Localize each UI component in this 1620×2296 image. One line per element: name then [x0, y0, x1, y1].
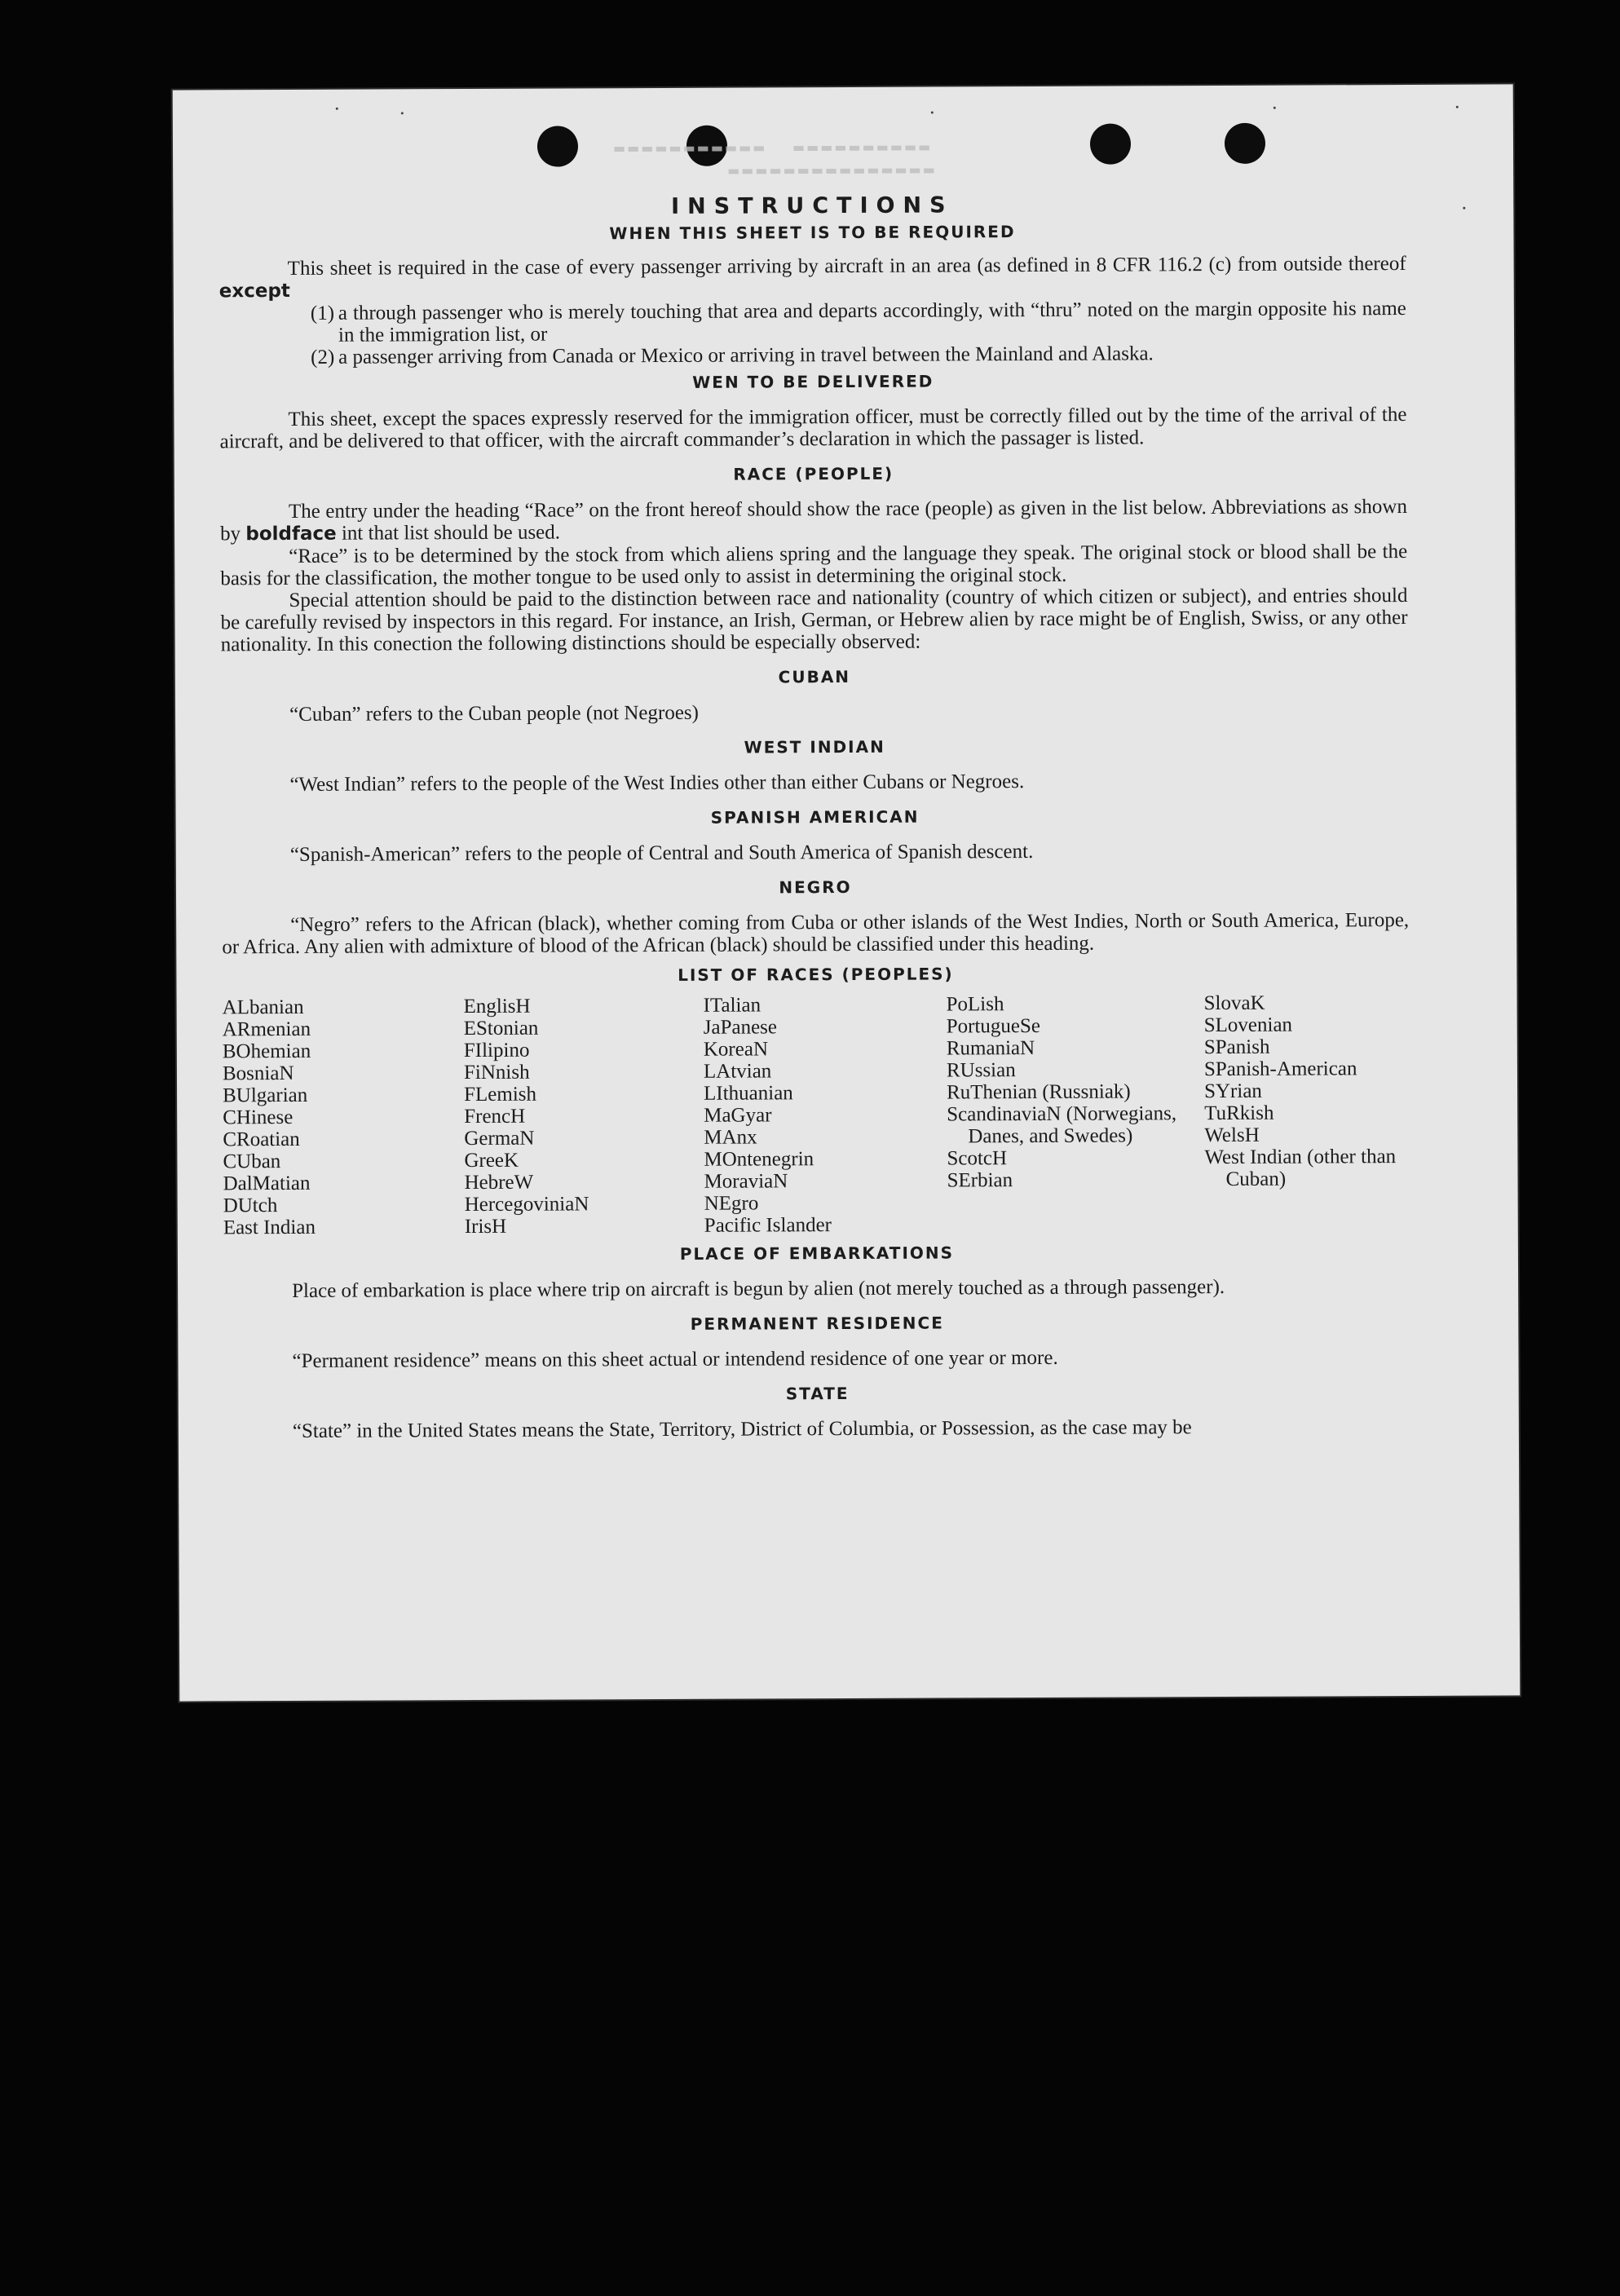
race-item: RUssian: [946, 1059, 1016, 1082]
section-heading-spanish-american: SPANISH AMERICAN: [710, 806, 920, 828]
speck: [336, 108, 338, 110]
speck: [401, 112, 404, 114]
punch-hole: [1225, 123, 1265, 164]
bleed-through-text: ▬▬▬▬▬▬▬▬▬▬: [792, 139, 933, 156]
required-item-2: (2) a passenger arriving from Canada or Mexico or arriving in travel between the Mainland and Alaska.: [311, 342, 1154, 369]
race-item: MOntenegrin: [704, 1148, 814, 1171]
race-item: IrisH: [464, 1215, 507, 1239]
race-item: BosniaN: [222, 1062, 294, 1085]
document-title: INSTRUCTIONS: [671, 192, 954, 219]
race-item: WelsH: [1204, 1124, 1260, 1147]
negro-text: “Negro” refers to the African (black), whether coming from Cuba or other islands of the West Indies, North or South America, Europe, or Africa. Any alien with admixture of blood of the African (black) should be classified under this heading.: [222, 908, 1410, 959]
race-item: ITalian: [703, 994, 761, 1017]
race-item: MAnx: [704, 1126, 757, 1149]
race-item: GermaN: [464, 1127, 535, 1150]
race-item: DalMatian: [223, 1172, 311, 1195]
race-item: SPanish-American: [1203, 1057, 1357, 1081]
delivered-text: This sheet, except the spaces expressly reserved for the immigration officer, must be correctly filled out by the time of the arrival of the aircraft, and be delivered to that officer, with the aircraft commander’s declaration in which the passager is listed.: [219, 403, 1407, 453]
races-column: [947, 992, 1205, 1235]
race-item: CRoatian: [223, 1128, 300, 1151]
race-item: BUlgarian: [223, 1084, 308, 1107]
race-item: RuThenian (Russniak): [947, 1080, 1131, 1104]
race-paragraph-2: “Race” is to be determined by the stock from which aliens spring and the language they speak. The original stock or blood shall be the basis for the classification, the mother tongue to be used only to assist in determining the original stock.: [220, 540, 1408, 590]
race-item: GreeK: [464, 1149, 519, 1172]
race-item: PoLish: [946, 993, 1004, 1016]
race-item: KoreaN: [703, 1038, 769, 1061]
race-item: ALbanian: [222, 996, 304, 1019]
west-indian-text: “West Indian” refers to the people of the West Indies other than either Cubans or Negroes.: [289, 770, 1025, 796]
race-item: ARmenian: [222, 1018, 311, 1041]
section-heading-residence: PERMANENT RESIDENCE: [690, 1313, 944, 1334]
punch-hole: [1090, 123, 1131, 164]
race-item: FiNnish: [463, 1061, 530, 1084]
section-heading-cuban: CUBAN: [778, 666, 851, 687]
race-item: TuRkish: [1204, 1102, 1274, 1125]
race-item: LAtvian: [703, 1060, 772, 1083]
race-item: PortugueSe: [946, 1014, 1041, 1038]
race-item: East Indian: [223, 1216, 316, 1239]
section-heading-race: RACE (PEOPLE): [733, 463, 894, 484]
race-item: LIthuanian: [704, 1082, 793, 1105]
race-item: NEgro: [704, 1192, 759, 1215]
race-item: BOhemian: [222, 1040, 311, 1063]
races-list: [223, 991, 1410, 1239]
bleed-through-text: ▬▬▬▬▬▬▬▬▬▬▬: [612, 139, 767, 157]
bleed-through-text: ▬▬▬▬▬▬▬▬▬▬▬▬▬▬▬: [727, 161, 937, 179]
race-item: SYrian: [1204, 1080, 1262, 1103]
race-paragraph-1: The entry under the heading “Race” on the front hereof should show the race (people) as given in the list below. Abbreviations as shown by boldface int that list should be used.: [220, 495, 1407, 545]
race-item: West Indian (other than Cuban): [1204, 1146, 1397, 1190]
speck: [931, 112, 934, 114]
section-heading-delivered: WEN TO BE DELIVERED: [692, 371, 934, 392]
race-item: MaGyar: [704, 1104, 772, 1127]
race-item: Pacific Islander: [704, 1214, 832, 1237]
race-item: ScandinaviaN (Norwegians, Danes, and Swedes): [947, 1102, 1177, 1148]
required-item-1: (1) a through passenger who is merely touching that area and departs accordingly, with “thru” noted on the margin opposite his name in the immigration list, or: [310, 297, 1406, 347]
race-item: FIlipino: [463, 1039, 530, 1062]
speck: [1463, 207, 1465, 210]
race-item: EStonian: [463, 1017, 539, 1040]
document-body: [219, 192, 1411, 1442]
bold-boldface: boldface: [245, 523, 337, 545]
race-item: HercegoviniaN: [464, 1193, 589, 1216]
residence-text: “Permanent residence” means on this sheet actual or intendend residence of one year or more.: [292, 1346, 1058, 1372]
race-item: JaPanese: [703, 1016, 778, 1039]
document-page: [173, 84, 1521, 1701]
cuban-text: “Cuban” refers to the Cuban people (not Negroes): [289, 701, 700, 726]
race-item: EnglisH: [463, 995, 531, 1018]
races-column: [704, 993, 947, 1236]
races-column: [1204, 991, 1410, 1234]
speck: [1456, 106, 1459, 108]
races-column: [464, 995, 704, 1238]
race-item: SErbian: [947, 1169, 1013, 1192]
speck: [1273, 107, 1276, 109]
embarkation-text: Place of embarkation is place where trip on aircraft is begun by alien (not merely touched as a through passenger).: [292, 1275, 1225, 1302]
race-item: HebreW: [464, 1171, 534, 1194]
race-paragraph-3: Special attention should be paid to the distinction between race and nationality (country of which citizen or subject), and entries should be carefully revised by inspectors in this regard. For instance, an Irish, German, or Hebrew alien by race might be of English, Swiss, or any other nationality. In this conection the following distinctions should be especially observed:: [220, 584, 1408, 656]
section-heading-negro: NEGRO: [779, 876, 852, 898]
race-item: SLovenian: [1203, 1013, 1293, 1037]
bold-except: except: [219, 280, 290, 302]
race-item: FLemish: [464, 1083, 537, 1106]
required-intro: This sheet is required in the case of every passenger arriving by aircraft in an area (as defined in 8 CFR 116.2 (c) from outside thereof except: [219, 252, 1406, 302]
section-heading-required: WHEN THIS SHEET IS TO BE REQUIRED: [609, 222, 1016, 244]
state-text: “State” in the United States means the State, Territory, District of Columbia, or Possession, as the case may be: [292, 1416, 1192, 1442]
race-item: RumaniaN: [946, 1036, 1035, 1060]
race-item: DUtch: [223, 1194, 278, 1217]
race-item: SPanish: [1203, 1035, 1270, 1059]
section-heading-state: STATE: [785, 1383, 850, 1404]
race-item: ScotcH: [947, 1147, 1008, 1170]
race-item: MoraviaN: [704, 1170, 788, 1193]
race-item: CUban: [223, 1150, 281, 1173]
section-heading-embarkation: PLACE OF EMBARKATIONS: [679, 1243, 955, 1264]
race-item: SlovaK: [1203, 991, 1265, 1015]
section-heading-west-indian: WEST INDIAN: [744, 736, 885, 757]
section-heading-list: LIST OF RACES (PEOPLES): [678, 964, 954, 985]
race-item: CHinese: [223, 1106, 294, 1129]
punch-hole: [537, 126, 578, 166]
races-column: [223, 996, 465, 1239]
spanish-american-text: “Spanish-American” refers to the people of Central and South America of Spanish descent.: [289, 840, 1034, 866]
race-item: FrencH: [464, 1105, 526, 1128]
